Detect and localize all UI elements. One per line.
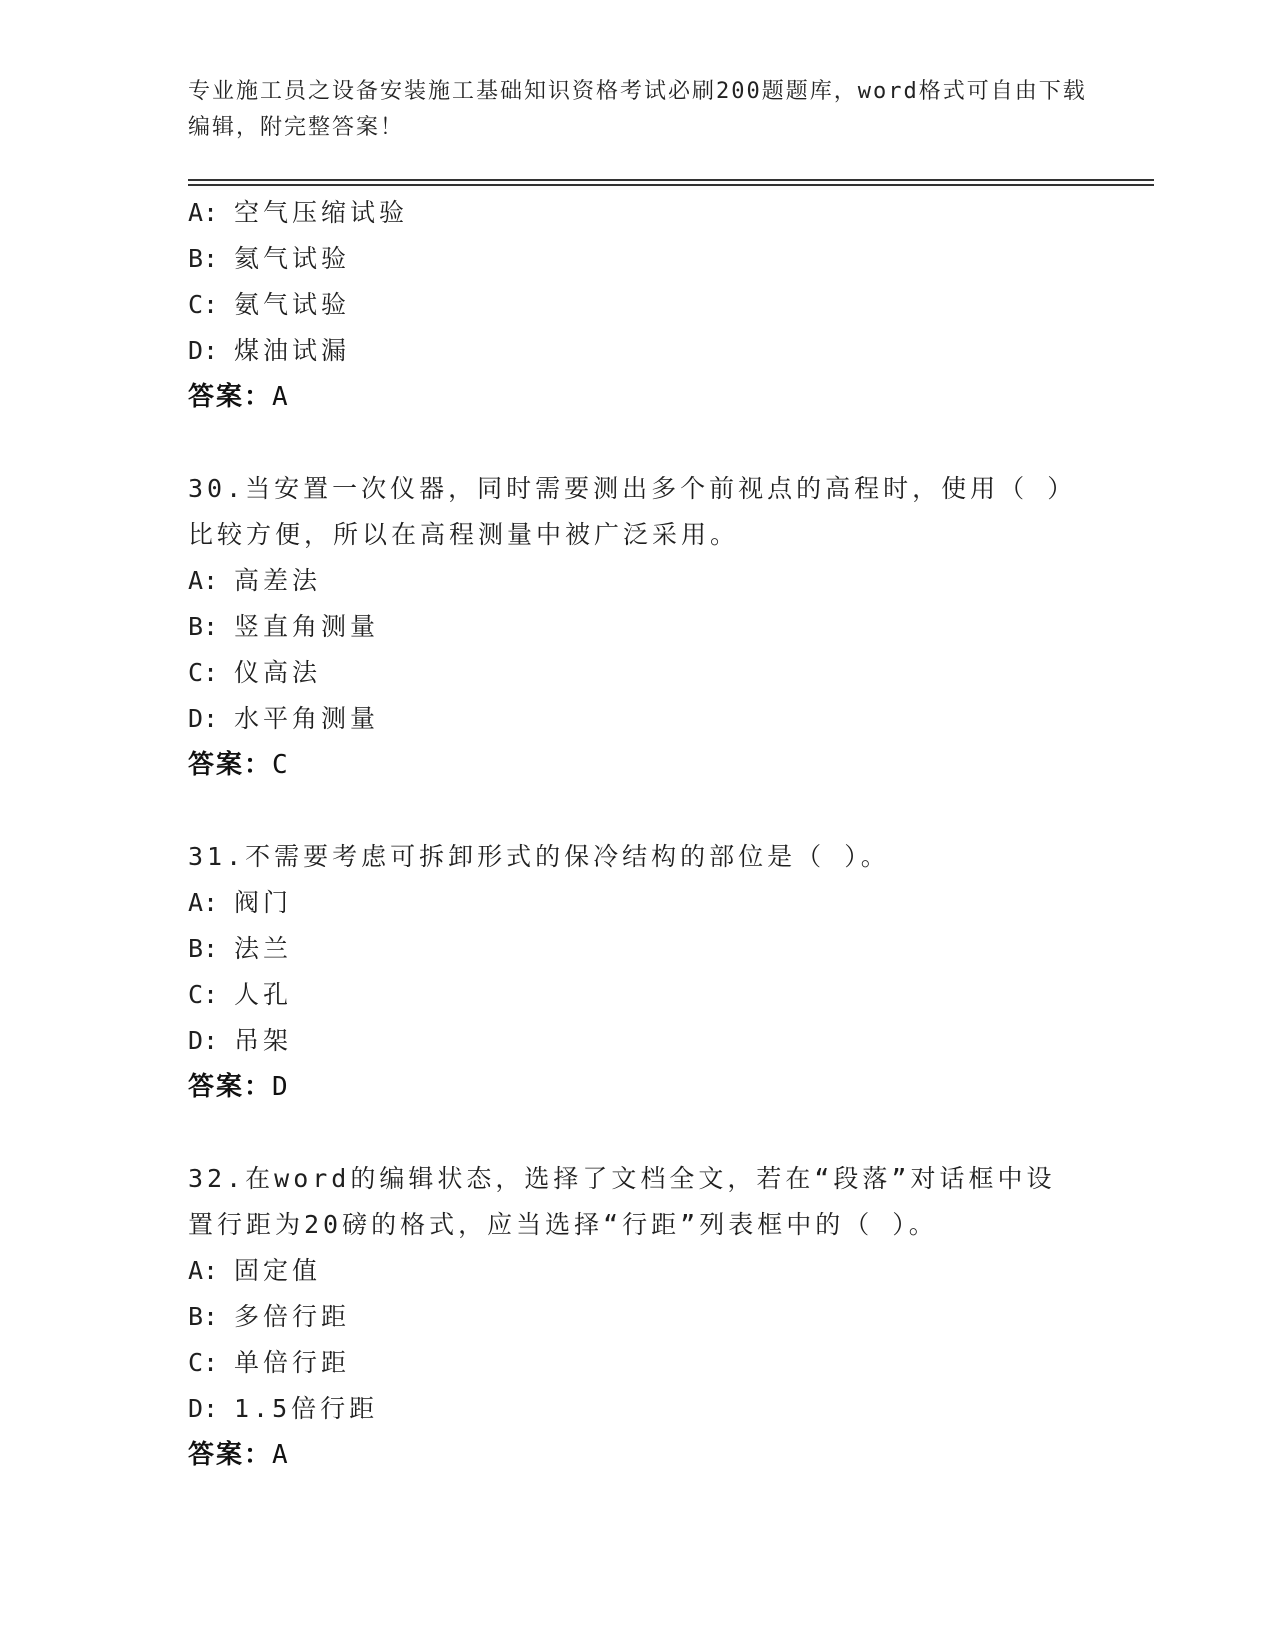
question-32-block [188,1156,1148,1478]
option-letter: A: [188,1256,219,1285]
answer-value: D [272,1072,290,1102]
option-letter: C: [188,658,219,687]
answer-line [188,1432,1148,1478]
question-stem-line: 30.当安置一次仪器，同时需要测出多个前视点的高程时，使用（ ） [188,474,1077,503]
option-letter: D: [188,336,219,365]
option-text: 1.5倍行距 [234,1394,379,1423]
option-text: 氨气试验 [234,290,351,319]
option-text: 高差法 [234,566,322,595]
header-rule-bottom [188,184,1154,186]
document-header: 专业施工员之设备安装施工基础知识资格考试必刷200题题库，word格式可自由下载编辑，附完整答案！ [188,79,1087,140]
option-text: 空气压缩试验 [234,198,409,227]
answer-line [188,374,1148,420]
option-c [188,282,1148,328]
question-31-block [188,834,1148,1110]
option-letter: B: [188,244,219,273]
option-letter: C: [188,980,219,1009]
option-text: 固定值 [234,1256,322,1285]
option-text: 煤油试漏 [234,336,351,365]
option-letter: A: [188,198,219,227]
question-stem-line: 比较方便，所以在高程测量中被广泛采用。 [188,520,740,549]
option-text: 仪高法 [234,658,322,687]
question-30-block [188,466,1148,788]
option-d [188,328,1148,374]
option-letter: A: [188,566,219,595]
option-letter: B: [188,934,219,963]
option-text: 人孔 [234,980,293,1009]
option-c [188,972,1148,1018]
option-b [188,926,1148,972]
option-c [188,650,1148,696]
option-letter: B: [188,1302,219,1331]
option-d [188,696,1148,742]
option-a [188,558,1148,604]
option-letter: D: [188,1026,219,1055]
answer-label: 答案： [188,1072,273,1102]
option-b [188,236,1148,282]
answer-line [188,1064,1148,1110]
header-rule-top [188,179,1154,181]
option-letter: B: [188,612,219,641]
question-stem-line: 31.不需要考虑可拆卸形式的保冷结构的部位是（ ）。 [188,842,890,871]
option-a [188,1248,1148,1294]
answer-value: A [272,382,290,412]
question-stem-line: 置行距为20磅的格式，应当选择“行距”列表框中的（ ）。 [188,1210,938,1239]
option-text: 阀门 [234,888,293,917]
question-29-block [188,190,1148,420]
answer-value: A [272,1440,290,1470]
question-content [188,190,1148,1478]
option-text: 水平角测量 [234,704,380,733]
option-text: 氦气试验 [234,244,351,273]
option-b [188,1294,1148,1340]
option-d [188,1386,1148,1432]
option-letter: D: [188,704,219,733]
option-letter: A: [188,888,219,917]
answer-label: 答案： [188,1440,273,1470]
option-d [188,1018,1148,1064]
option-text: 单倍行距 [234,1348,351,1377]
option-letter: D: [188,1394,219,1423]
option-text: 法兰 [234,934,293,963]
option-c [188,1340,1148,1386]
option-letter: C: [188,1348,219,1377]
answer-label: 答案： [188,382,273,412]
answer-label: 答案： [188,750,273,780]
answer-line [188,742,1148,788]
option-text: 多倍行距 [234,1302,351,1331]
answer-value: C [272,750,290,780]
option-letter: C: [188,290,219,319]
question-stem-line: 32.在word的编辑状态，选择了文档全文，若在“段落”对话框中设 [188,1164,1056,1193]
option-text: 竖直角测量 [234,612,380,641]
option-a [188,880,1148,926]
option-b [188,604,1148,650]
option-a [188,190,1148,236]
option-text: 吊架 [234,1026,293,1055]
